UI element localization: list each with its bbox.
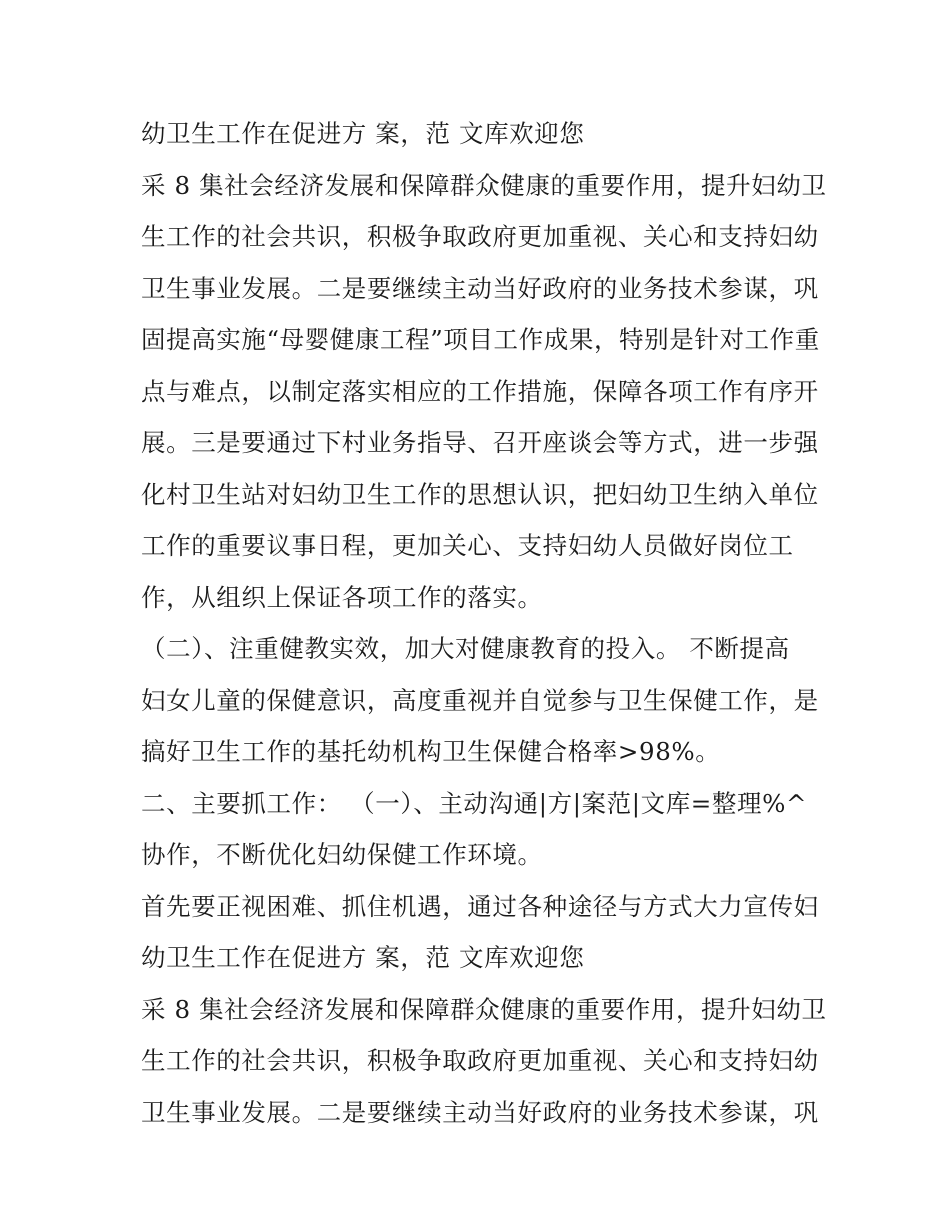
text-line-8: 化村卫生站对妇幼卫生工作的思想认识，把妇幼卫生纳入单位 [141, 479, 819, 509]
text-line-7: 展。三是要通过下村业务指导、召开座谈会等方式，进一步强 [141, 428, 819, 457]
text-line-11: （二）、注重健教实效，加大对健康教育的投入。 不断提高 [141, 634, 790, 663]
text-line-4: 卫生事业发展。二是要继续主动当好政府的业务技术参谋，巩 [141, 273, 819, 303]
text-line-20: 卫生事业发展。二是要继续主动当好政府的业务技术参谋，巩 [141, 1097, 819, 1127]
text-line-19: 生工作的社会共识，积极争取政府更加重视、关心和支持妇幼 [141, 1046, 819, 1075]
text-line-12: 妇女儿童的保健意识，高度重视并自觉参与卫生保健工作，是 [141, 685, 819, 715]
text-line-3: 生工作的社会共识，积极争取政府更加重视、关心和支持妇幼 [141, 222, 819, 251]
text-line-15: 协作，不断优化妇幼保健工作环境。 [141, 840, 543, 869]
text-line-14: 二、主要抓工作： （一）、主动沟通|方|案范|文库=整理%^ [141, 788, 808, 818]
body-text [141, 108, 831, 1138]
text-line-13: 搞好卫生工作的基托幼机构卫生保健合格率>98%。 [141, 737, 721, 766]
text-line-18: 采 8 集社会经济发展和保障群众健康的重要作用，提升妇幼卫 [141, 994, 827, 1024]
text-line-1: 幼卫生工作在促进方 案，范 文库欢迎您 [141, 119, 585, 148]
text-line-10: 作，从组织上保证各项工作的落实。 [141, 582, 543, 612]
text-line-16: 首先要正视困难、抓住机遇，通过各种途径与方式大力宣传妇 [141, 891, 819, 921]
text-line-2: 采 8 集社会经济发展和保障群众健康的重要作用，提升妇幼卫 [141, 170, 827, 200]
text-line-6: 点与难点，以制定落实相应的工作措施，保障各项工作有序开 [141, 376, 819, 406]
text-line-17: 幼卫生工作在促进方 案，范 文库欢迎您 [141, 943, 585, 972]
text-line-5: 固提高实施“母婴健康工程”项目工作成果，特别是针对工作重 [141, 325, 820, 354]
text-line-9: 工作的重要议事日程，更加关心、支持妇幼人员做好岗位工 [141, 531, 794, 560]
